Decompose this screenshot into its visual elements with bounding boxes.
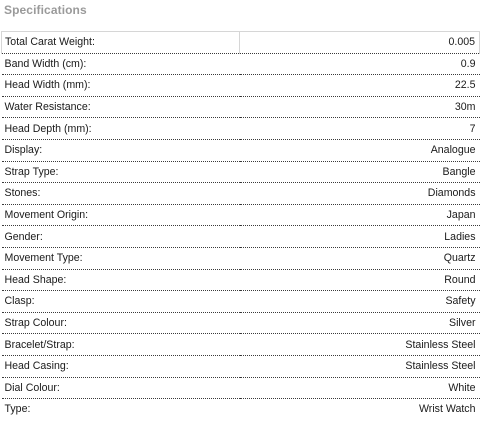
spec-value: 22.5	[240, 75, 480, 97]
table-row	[2, 312, 480, 334]
spec-value: 30m	[240, 96, 480, 118]
spec-label: Head Depth (mm):	[2, 118, 240, 140]
table-row	[2, 161, 480, 183]
spec-label: Strap Type:	[2, 161, 240, 183]
spec-value: Stainless Steel	[240, 355, 480, 377]
spec-value: 7	[240, 118, 480, 140]
table-row	[2, 32, 480, 54]
table-row	[2, 183, 480, 205]
table-row	[2, 118, 480, 140]
spec-label: Head Width (mm):	[2, 75, 240, 97]
spec-label: Dial Colour:	[2, 377, 240, 399]
spec-label: Stones:	[2, 183, 240, 205]
spec-value: Diamonds	[240, 183, 480, 205]
table-row	[2, 204, 480, 226]
spec-label: Strap Colour:	[2, 312, 240, 334]
spec-label: Type:	[4, 403, 31, 416]
spec-label: Band Width (cm):	[2, 53, 240, 75]
table-row	[2, 334, 480, 356]
spec-value: White	[240, 377, 480, 399]
table-row	[2, 269, 480, 291]
spec-value: Ladies	[240, 226, 480, 248]
spec-value: 0.9	[240, 53, 480, 75]
section-heading: Specifications	[4, 3, 87, 17]
spec-value: Quartz	[240, 247, 480, 269]
spec-value: Silver	[240, 312, 480, 334]
table-row	[2, 291, 480, 313]
spec-value: Round	[240, 269, 480, 291]
spec-label: Display:	[2, 139, 240, 161]
spec-value: Bangle	[240, 161, 480, 183]
table-row	[2, 247, 480, 269]
spec-label: Head Casing:	[2, 355, 240, 377]
spec-label: Clasp:	[2, 291, 240, 313]
table-row	[2, 53, 480, 75]
table-row	[2, 399, 480, 420]
spec-label: Head Shape:	[2, 269, 240, 291]
spec-value: Safety	[240, 291, 480, 313]
table-row	[2, 139, 480, 161]
spec-value: Wrist Watch	[418, 403, 476, 416]
spec-label: Gender:	[2, 226, 240, 248]
specifications-table	[1, 31, 480, 420]
spec-label: Bracelet/Strap:	[2, 334, 240, 356]
spec-value: Japan	[240, 204, 480, 226]
spec-value: Analogue	[240, 139, 480, 161]
spec-label: Water Resistance:	[2, 96, 240, 118]
table-row	[2, 75, 480, 97]
table-row	[2, 355, 480, 377]
table-row	[2, 96, 480, 118]
spec-label: Movement Origin:	[2, 204, 240, 226]
spec-value: 0.005	[240, 32, 480, 54]
specifications-table-body	[2, 32, 480, 420]
spec-label: Total Carat Weight:	[2, 32, 240, 54]
table-row	[2, 377, 480, 399]
table-row	[2, 226, 480, 248]
spec-label: Movement Type:	[2, 247, 240, 269]
spec-value: Stainless Steel	[240, 334, 480, 356]
